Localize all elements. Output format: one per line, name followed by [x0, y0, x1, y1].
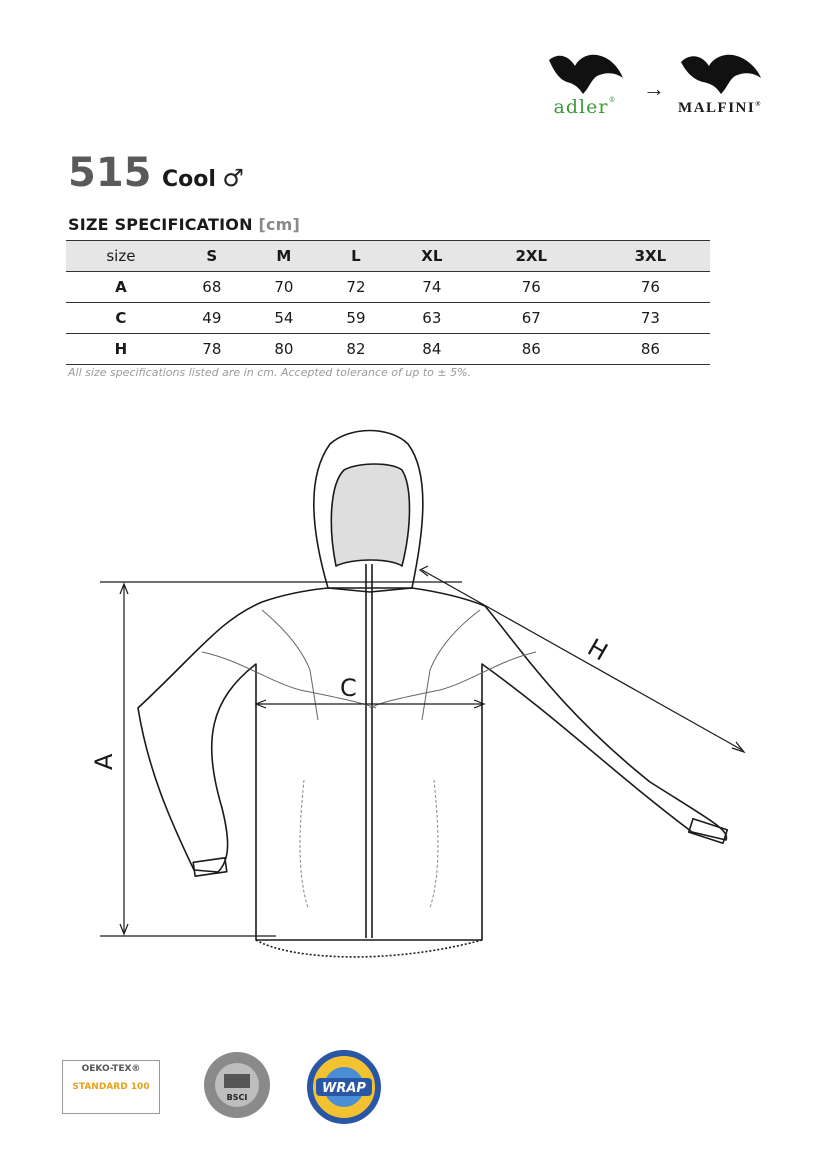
column-header: L [320, 241, 392, 272]
table-cell: 59 [320, 303, 392, 334]
eagle-icon [675, 48, 765, 98]
column-header: S [176, 241, 248, 272]
svg-text:BSCI: BSCI [226, 1093, 248, 1102]
dimension-h-line [422, 570, 742, 750]
column-header: 3XL [591, 241, 710, 272]
table-cell: 49 [176, 303, 248, 334]
table-cell: 74 [392, 272, 472, 303]
adler-logo: adler® [540, 48, 630, 118]
malfini-logo: MALFINI® [670, 48, 770, 117]
tolerance-note: All size specifications listed are in cm. Accepted tolerance of up to ± 5%. [68, 366, 472, 379]
table-row [66, 303, 710, 334]
svg-text:WRAP: WRAP [322, 1081, 366, 1096]
size-table-header [66, 241, 710, 272]
hood-opening [331, 464, 409, 566]
brand-bar [540, 48, 780, 128]
product-code: 515 [68, 150, 152, 196]
wrap-seal [306, 1050, 382, 1124]
table-cell: 84 [392, 334, 472, 365]
product-title [68, 150, 244, 196]
oeko-tex-badge: OEKO-TEX® STANDARD 100 [62, 1060, 160, 1114]
table-row [66, 272, 710, 303]
product-name: Cool [161, 167, 216, 192]
column-header: 2XL [472, 241, 591, 272]
table-cell: 86 [472, 334, 591, 365]
bsci-seal [202, 1050, 272, 1120]
table-cell: 73 [591, 303, 710, 334]
table-cell: 72 [320, 272, 392, 303]
column-header: M [248, 241, 320, 272]
row-label: C [66, 303, 176, 334]
table-cell: 63 [392, 303, 472, 334]
eagle-icon [545, 48, 625, 98]
table-cell: 68 [176, 272, 248, 303]
table-cell: 76 [591, 272, 710, 303]
column-header: size [66, 241, 176, 272]
row-label: H [66, 334, 176, 365]
certifications [62, 1050, 402, 1130]
table-cell: 82 [320, 334, 392, 365]
rebrand-arrow: → [643, 76, 665, 101]
table-cell: 54 [248, 303, 320, 334]
size-spec-heading: SIZE SPECIFICATION [cm] [68, 215, 301, 234]
table-cell: 78 [176, 334, 248, 365]
table-cell: 70 [248, 272, 320, 303]
dimension-c-label: C [340, 674, 357, 702]
row-label: A [66, 272, 176, 303]
table-cell: 80 [248, 334, 320, 365]
table-cell: 86 [591, 334, 710, 365]
table-cell: 76 [472, 272, 591, 303]
size-table [66, 240, 710, 365]
unit-label: [cm] [258, 215, 301, 234]
jacket-diagram [90, 420, 750, 980]
male-icon: ♂ [222, 164, 244, 192]
table-row [66, 334, 710, 365]
column-header: XL [392, 241, 472, 272]
hem-curve [256, 940, 482, 957]
jacket-body [138, 588, 726, 940]
table-cell: 67 [472, 303, 591, 334]
dimension-h-label: H [582, 633, 613, 667]
dimension-a-label: A [90, 753, 118, 770]
